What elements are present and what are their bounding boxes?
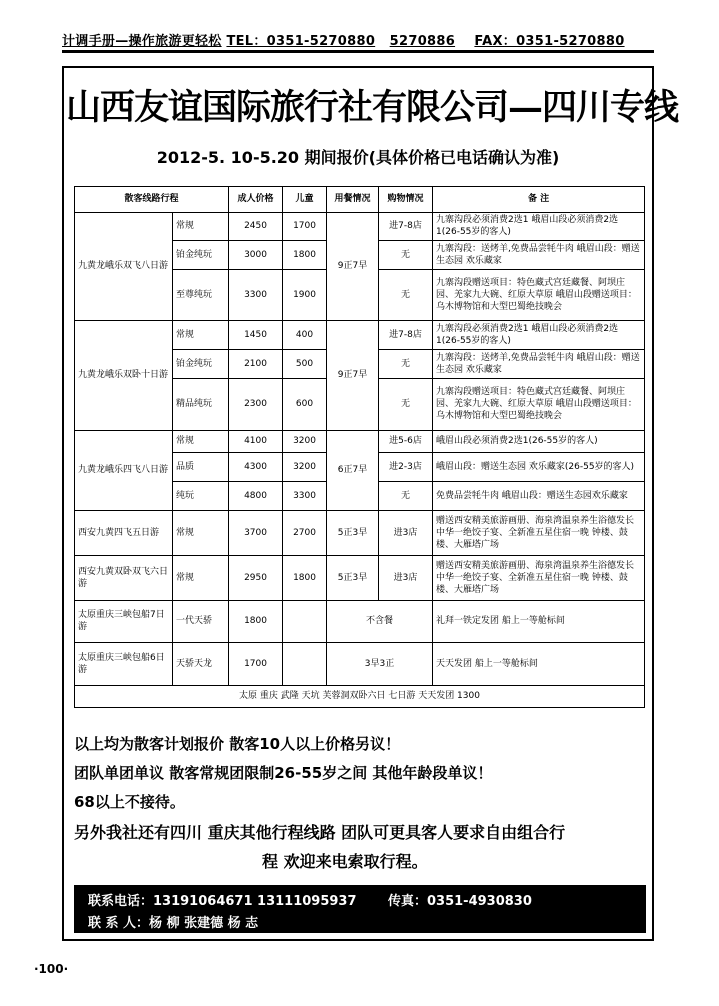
page-number: ·100· — [34, 962, 69, 976]
adult-price: 3700 — [229, 511, 283, 556]
child-price: 1800 — [283, 555, 327, 600]
adult-price: 3000 — [229, 240, 283, 269]
tour-type: 天骄天龙 — [173, 643, 229, 685]
route-name: 九黄龙峨乐双卧十日游 — [75, 321, 173, 431]
contact-fax: 传真：0351-4930830 — [388, 894, 532, 909]
adult-price: 1450 — [229, 321, 283, 350]
table-row — [75, 321, 645, 350]
notice-line: 程 欢迎来电索取行程。 — [262, 852, 428, 871]
adult-price: 1800 — [229, 600, 283, 642]
adult-price: 3300 — [229, 269, 283, 320]
shopping-info: 无 — [379, 350, 433, 379]
adult-price: 4300 — [229, 453, 283, 482]
child-price: 1700 — [283, 212, 327, 240]
remark: 天天发团 船上一等舱标间 — [433, 643, 645, 685]
remark: 九寨沟段必须消费2选1 峨眉山段必须消费2选1(26-55岁的客人) — [433, 212, 645, 240]
remark: 九寨沟段赠送项目：特色藏式宫廷藏餐、阿坝庄园、羌家九大碗、红原大草原 峨眉山段赠送项目：乌木博物馆和大型巴蜀绝技晚会 — [433, 269, 645, 320]
remark: 赠送西安精美旅游画册、海泉湾温泉养生浴德发长中华一绝饺子宴、全新准五星住宿一晚 钟楼、鼓楼、大雁塔广场 — [433, 555, 645, 600]
shopping-info: 无 — [379, 269, 433, 320]
route-name: 九黄龙峨乐双飞八日游 — [75, 212, 173, 320]
notice-line: 以上均为散客计划报价 散客10人以上价格另议！ — [74, 735, 401, 753]
remark: 九寨沟段：送烤羊,免费品尝牦牛肉 峨眉山段：赠送生态园 欢乐藏家 — [433, 350, 645, 379]
adult-price: 4800 — [229, 482, 283, 511]
header-adult: 成人价格 — [229, 187, 283, 213]
route-name: 九黄龙峨乐四飞八日游 — [75, 430, 173, 510]
table-footer-row — [75, 685, 645, 707]
tour-type: 至尊纯玩 — [173, 269, 229, 320]
meal-info: 5正3早 — [327, 555, 379, 600]
child-price: 500 — [283, 350, 327, 379]
price-period-subtitle: 2012-5. 10-5.20 期间报价(具体价格已电话确认为准) — [156, 148, 560, 167]
header-rule — [62, 50, 654, 53]
adult-price: 2450 — [229, 212, 283, 240]
remark: 峨眉山段必须消费2选1(26-55岁的客人) — [433, 430, 645, 452]
header-child: 儿童 — [283, 187, 327, 213]
shopping-info: 进2-3店 — [379, 453, 433, 482]
route-name: 太原重庆三峡包船6日游 — [75, 643, 173, 685]
remark: 礼拜一铁定发团 船上一等舱标间 — [433, 600, 645, 642]
table-row — [75, 600, 645, 642]
notice-line: 68以上不接待。 — [74, 793, 185, 811]
remark: 峨眉山段：赠送生态园 欢乐藏家(26-55岁的客人) — [433, 453, 645, 482]
notice-line: 另外我社还有四川 重庆其他行程线路 团队可更具客人要求自由组合行 — [74, 823, 566, 842]
remark: 九寨沟段：送烤羊,免费品尝牦牛肉 峨眉山段：赠送生态园 欢乐藏家 — [433, 240, 645, 269]
contact-phone: 联系电话：13191064671 13111095937 — [88, 894, 357, 909]
remark: 九寨沟段必须消费2选1 峨眉山段必须消费2选1(26-55岁的客人) — [433, 321, 645, 350]
tour-type: 常规 — [173, 321, 229, 350]
child-price: 400 — [283, 321, 327, 350]
tour-type: 铂金纯玩 — [173, 350, 229, 379]
table-row — [75, 511, 645, 556]
shopping-info: 无 — [379, 482, 433, 511]
tour-type: 一代天骄 — [173, 600, 229, 642]
shopping-info: 进3店 — [379, 511, 433, 556]
tour-type: 常规 — [173, 511, 229, 556]
adult-price: 1700 — [229, 643, 283, 685]
adult-price: 2950 — [229, 555, 283, 600]
tour-type: 精品纯玩 — [173, 379, 229, 430]
tour-type: 铂金纯玩 — [173, 240, 229, 269]
contact-persons: 联 系 人：杨 柳 张建德 杨 志 — [88, 916, 259, 931]
header-tel2: 5270886 — [389, 34, 456, 49]
adult-price: 2100 — [229, 350, 283, 379]
route-name: 西安九黄双卧双飞六日游 — [75, 555, 173, 600]
child-price: 600 — [283, 379, 327, 430]
table-row — [75, 212, 645, 240]
remark: 免费品尝牦牛肉 峨眉山段：赠送生态园欢乐藏家 — [433, 482, 645, 511]
empty-cell — [283, 643, 327, 685]
header-remarks: 备 注 — [433, 187, 645, 213]
shopping-info: 进7-8店 — [379, 212, 433, 240]
tour-type: 常规 — [173, 430, 229, 452]
header-shopping: 购物情况 — [379, 187, 433, 213]
child-price: 1900 — [283, 269, 327, 320]
shopping-info: 进5-6店 — [379, 430, 433, 452]
tour-type: 常规 — [173, 212, 229, 240]
remark: 九寨沟段赠送项目：特色藏式宫廷藏餐、阿坝庄园、羌家九大碗、红原大草原 峨眉山段赠送项目：乌木博物馆和大型巴蜀绝技晚会 — [433, 379, 645, 430]
table-row — [75, 430, 645, 452]
route-name: 西安九黄四飞五日游 — [75, 511, 173, 556]
shopping-info: 无 — [379, 240, 433, 269]
tour-type: 常规 — [173, 555, 229, 600]
header-route: 散客线路行程 — [75, 187, 229, 213]
meal-info: 6正7早 — [327, 430, 379, 510]
empty-cell — [283, 600, 327, 642]
header-line — [62, 30, 652, 49]
company-title: 山西友谊国际旅行社有限公司—四川专线 — [66, 87, 679, 128]
tour-type: 品质 — [173, 453, 229, 482]
header-slogan: 计调手册—操作旅游更轻松 — [62, 34, 222, 49]
contact-box — [74, 885, 646, 933]
price-table — [74, 186, 645, 708]
child-price: 3200 — [283, 430, 327, 452]
header-fax: FAX：0351-5270880 — [474, 34, 625, 49]
header-meal: 用餐情况 — [327, 187, 379, 213]
child-price: 2700 — [283, 511, 327, 556]
meal-info: 9正7早 — [327, 321, 379, 431]
meal-info: 9正7早 — [327, 212, 379, 320]
remark: 赠送西安精美旅游画册、海泉湾温泉养生浴德发长中华一绝饺子宴、全新准五星住宿一晚 钟楼、鼓楼、大雁塔广场 — [433, 511, 645, 556]
meal-info: 3早3正 — [327, 643, 433, 685]
shopping-info: 无 — [379, 379, 433, 430]
route-name: 太原重庆三峡包船7日游 — [75, 600, 173, 642]
child-price: 1800 — [283, 240, 327, 269]
tour-type: 纯玩 — [173, 482, 229, 511]
chongqing-tour-line: 太原 重庆 武隆 天坑 芙蓉洞双卧六日 七日游 天天发团 1300 — [75, 685, 645, 707]
shopping-info: 进7-8店 — [379, 321, 433, 350]
table-row — [75, 555, 645, 600]
child-price: 3200 — [283, 453, 327, 482]
meal-info: 5正3早 — [327, 511, 379, 556]
child-price: 3300 — [283, 482, 327, 511]
meal-info: 不含餐 — [327, 600, 433, 642]
adult-price: 4100 — [229, 430, 283, 452]
notice-line: 团队单团单议 散客常规团限制26-55岁之间 其他年龄段单议！ — [74, 764, 493, 782]
table-row — [75, 643, 645, 685]
adult-price: 2300 — [229, 379, 283, 430]
header-tel: TEL：0351-5270880 — [226, 34, 376, 49]
table-header-row — [75, 187, 645, 213]
shopping-info: 进3店 — [379, 555, 433, 600]
